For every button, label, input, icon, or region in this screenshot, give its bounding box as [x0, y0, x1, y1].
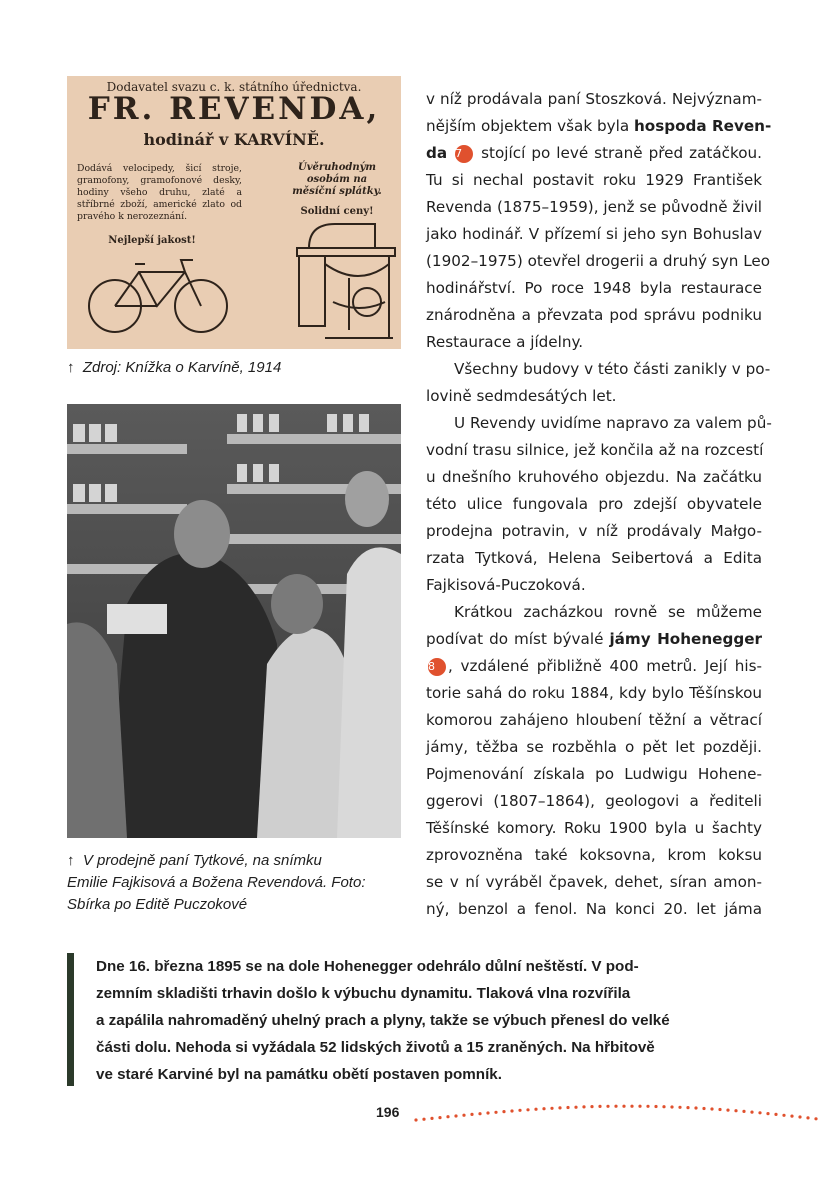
- text-line: lovině sedmdesátých let.: [426, 387, 617, 405]
- text-line: Krátkou zacházkou rovně se můžeme: [454, 603, 762, 621]
- text-fragment: podívat do míst bývalé: [426, 630, 610, 648]
- footer-dot: [462, 1114, 465, 1117]
- footer-dot: [550, 1107, 553, 1110]
- footer-dot: [718, 1108, 721, 1111]
- footer-dot: [638, 1105, 641, 1108]
- up-arrow-icon: ↑: [67, 852, 75, 869]
- footer-dot: [414, 1118, 417, 1121]
- text-line: ggerovi (1807–1864), geologovi a řediteli: [426, 792, 762, 810]
- text-line: torie sahá do roku 1884, kdy bylo Těšínskou: [426, 684, 762, 702]
- footer-dot: [726, 1109, 729, 1112]
- footer-dot: [662, 1105, 665, 1108]
- footer-dot: [742, 1110, 745, 1113]
- footer-dot: [422, 1118, 425, 1121]
- up-arrow-icon: ↑: [67, 359, 75, 376]
- footer-dot: [542, 1107, 545, 1110]
- text-line: Fajkisová-Puczoková.: [426, 576, 586, 594]
- map-marker-8: 8: [428, 658, 446, 676]
- page-number: 196: [376, 1104, 400, 1120]
- text-line: hodinářství. Po roce 1948 byla restaurace: [426, 279, 762, 297]
- text-line: se v ní vyráběl čpavek, dehet, síran amon-: [426, 873, 762, 891]
- text-fragment: , vzdálené přibližně 400 metrů. Její his-: [448, 657, 762, 675]
- ad-quality-text: Nejlepší jakost!: [108, 235, 196, 246]
- footer-dot: [470, 1113, 473, 1116]
- footer-dot: [566, 1106, 569, 1109]
- text-line: jámy, těžba se rozběhla o pět let později.: [426, 738, 762, 756]
- footer-dot: [510, 1109, 513, 1112]
- footer-dot: [694, 1106, 697, 1109]
- footer-dot: [486, 1111, 489, 1114]
- text-line: rzata Tytková, Helena Seibertová a Edita: [426, 549, 762, 567]
- callout-line: a zapálila nahromaděný uhelný prach a plyny, takže se výbuch přenesl do velké: [96, 1012, 670, 1029]
- callout-line: Dne 16. března 1895 se na dole Hohenegger odehrálo důlní neštěstí. V pod-: [96, 958, 639, 975]
- text-line: v níž prodávala paní Stoszková. Nejvýznam-: [426, 90, 762, 108]
- footer-dot: [438, 1116, 441, 1119]
- footer-dot: [582, 1105, 585, 1108]
- text-line: Tu si nechal postavit roku 1929 František: [426, 171, 762, 189]
- footer-dot: [630, 1105, 633, 1108]
- footer-dot: [710, 1107, 713, 1110]
- footer-dot: [670, 1105, 673, 1108]
- footer-dot: [430, 1117, 433, 1120]
- footer-dot: [654, 1105, 657, 1108]
- footer-dot: [734, 1109, 737, 1112]
- footer-dot: [590, 1105, 593, 1108]
- footer-dot: [774, 1113, 777, 1116]
- text-line: komorou zahájeno hloubení těžní a větrací: [426, 711, 762, 729]
- text-line: Revenda (1875–1959), jenž se původně živil: [426, 198, 763, 216]
- highlight-hospoda-revenda: da: [426, 144, 448, 162]
- text-line: této ulice fungovala pro zdejší obyvatele: [426, 495, 762, 513]
- text-line: ný, benzol a fenol. Na konci 20. let jáma: [426, 900, 762, 918]
- text-line: prodejna potravin, v níž prodávaly Małgo-: [426, 522, 762, 540]
- ad-offer-text: Úvěruhodným osobám na měsíční splátky.: [292, 162, 382, 197]
- text-line: Těšínské komory. Roku 1900 byla u šachty: [426, 819, 762, 837]
- footer-dot: [558, 1106, 561, 1109]
- text-line: (1902–1975) otevřel drogerii a druhý syn Leo: [426, 252, 771, 270]
- footer-dot: [534, 1108, 537, 1111]
- footer-dot: [702, 1107, 705, 1110]
- footer-dot: [790, 1115, 793, 1118]
- footer-dot: [806, 1116, 809, 1119]
- footer-dot: [678, 1106, 681, 1109]
- text-line: U Revendy uvidíme napravo za valem pů-: [454, 414, 772, 432]
- footer-dot: [526, 1108, 529, 1111]
- photo-caption-line: Emilie Fajkisová a Božena Revendová. Foto:: [67, 874, 366, 891]
- footer-dot: [798, 1115, 801, 1118]
- footer-dot: [782, 1114, 785, 1117]
- footer-dot: [614, 1105, 617, 1108]
- footer-dot: [622, 1105, 625, 1108]
- text-line: jako hodinář. V přízemí si jeho syn Bohuslav: [426, 225, 762, 243]
- map-marker-7: 7: [455, 145, 473, 163]
- footer-dot: [598, 1105, 601, 1108]
- footer-dot: [446, 1115, 449, 1118]
- ad-trade: hodinář v KARVÍNĚ.: [143, 130, 325, 149]
- callout-line: zemním skladišti trhavin došlo k výbuchu dynamitu. Tlaková vlna rozvířila: [96, 985, 631, 1002]
- ad-header-line: Dodavatel svazu c. k. státního úřednictva.: [106, 80, 362, 94]
- callout-line: ve staré Karviné byl na památku obětí postaven pomník.: [96, 1066, 502, 1083]
- ad-shop-name: FR. REVENDA,: [87, 91, 381, 127]
- footer-dot: [494, 1111, 497, 1114]
- footer-dot: [454, 1114, 457, 1117]
- text-line: Pojmenování získala po Ludwigu Hohene-: [426, 765, 762, 783]
- text-line: vodní trasu silnice, jež končila až na rozcestí: [426, 441, 764, 459]
- text-line: Všechny budovy v této části zanikly v po-: [454, 360, 771, 378]
- footer-dot: [814, 1117, 817, 1120]
- footer-dot: [750, 1111, 753, 1114]
- text-line: Restaurace a jídelny.: [426, 333, 584, 351]
- text-line: znárodněna a převzata pod správu podniku: [426, 306, 762, 324]
- footer-dot: [518, 1109, 521, 1112]
- footer-dot: [758, 1111, 761, 1114]
- footer-dot: [766, 1112, 769, 1115]
- ad-goods-text: Dodává velocipedy, šicí stroje, gramofony, gramofonové desky, hodiny všeho druhu, zlaté a stříbrné zboží, americké zlato od pravého k nerozeznání.: [77, 163, 242, 222]
- footer-dot: [574, 1106, 577, 1109]
- ad-caption-text: Zdroj: Knížka o Karvíně, 1914: [82, 359, 282, 376]
- text-line: zprovozněna také koksovna, krom koksu: [426, 846, 762, 864]
- highlight-hospoda-revenda: hospoda Reven-: [633, 117, 772, 135]
- footer-dot: [646, 1105, 649, 1108]
- footer-dot: [606, 1105, 609, 1108]
- footer-dot: [686, 1106, 689, 1109]
- footer-dot: [502, 1110, 505, 1113]
- text-line: u dnešního kruhového objezdu. Na začátku: [426, 468, 762, 486]
- text-fragment: stojící po levé straně před zatáčkou.: [475, 144, 762, 162]
- highlight-jama-hohenegger: jámy Hohenegger: [609, 630, 763, 648]
- photo-caption-line: V prodejně paní Tytkové, na snímku: [82, 852, 322, 869]
- footer-dot: [478, 1112, 481, 1115]
- callout-line: části dolu. Nehoda si vyžádala 52 lidských životů a 15 zraněných. Na hřbitově: [96, 1039, 655, 1056]
- photo-caption-line: Sbírka po Editě Puczokové: [67, 896, 248, 913]
- ad-prices-text: Solidní ceny!: [300, 206, 374, 217]
- text-fragment: nějším objektem však byla: [426, 117, 634, 135]
